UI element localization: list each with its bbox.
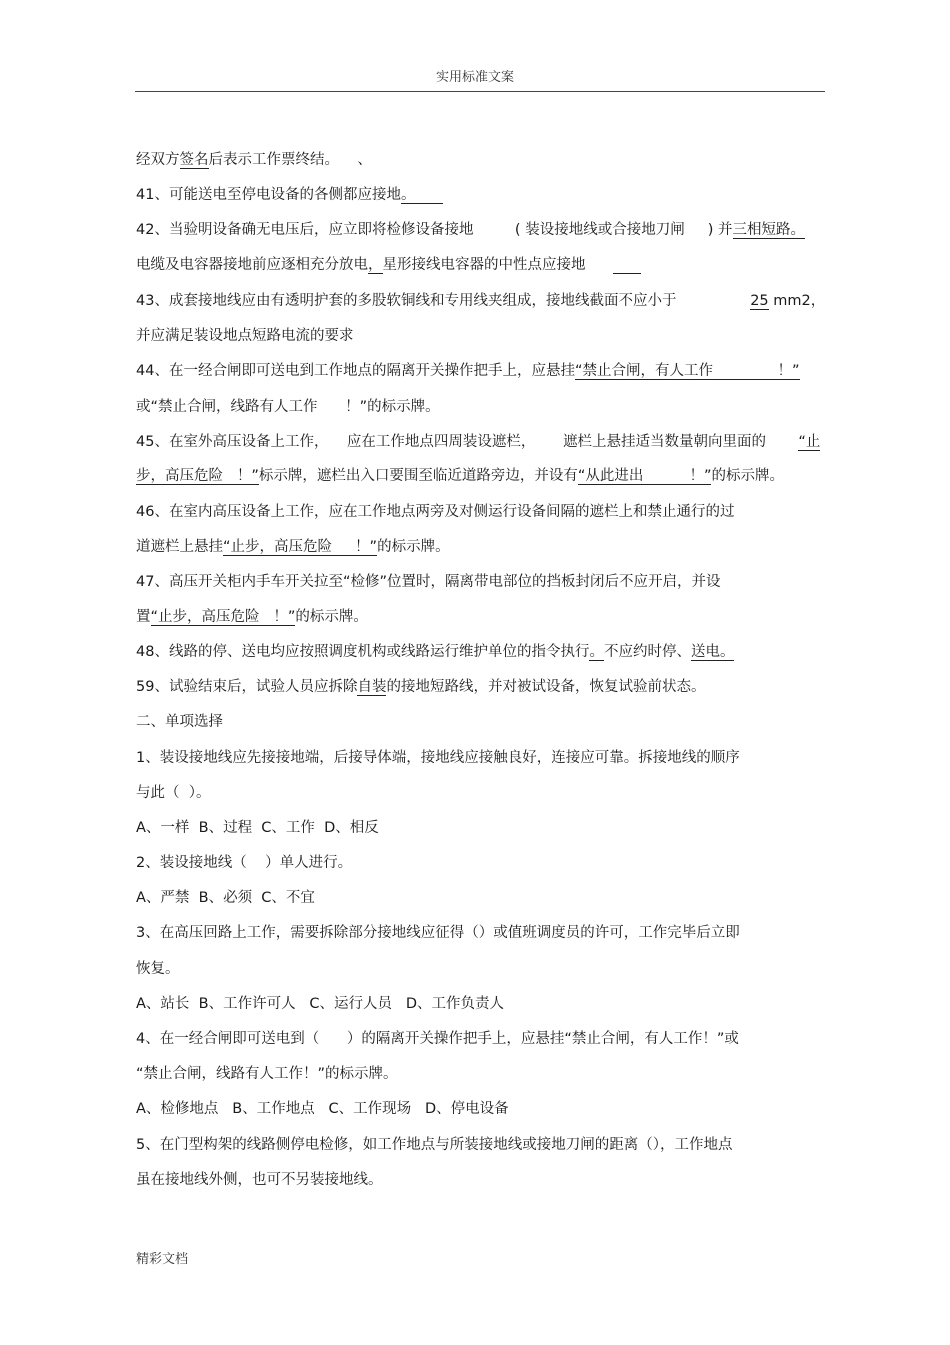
underlined-answer: “从此进出 ！” <box>577 468 712 484</box>
text-line <box>136 502 734 522</box>
text-segment: 的标示牌。 <box>711 468 784 484</box>
header-divider <box>135 91 825 92</box>
text-line <box>136 150 372 170</box>
text-line <box>136 220 805 240</box>
text-line <box>136 572 720 592</box>
underlined-answer <box>613 257 641 274</box>
underlined-answer: 送电。 <box>690 644 735 660</box>
text-line <box>136 466 784 486</box>
text-segment: 46、在室内高压设备上工作，应在工作地点两旁及对侧运行设备间隔的遮栏上和禁止通行的过 <box>136 504 735 520</box>
question-text <box>136 783 210 803</box>
text-line <box>136 432 820 452</box>
text-segment: 虽在接地线外侧，也可不另装接地线。 <box>136 1172 383 1188</box>
text-segment: A、严禁 B、必须 C、不宜 <box>136 890 315 906</box>
text-segment: mm2， <box>768 293 826 309</box>
text-segment: 置 <box>136 609 151 625</box>
underlined-answer: 三相短路。 <box>732 222 806 238</box>
text-segment: 41、可能送电至停电设备的各侧都应接地 <box>136 187 401 203</box>
text-segment: 47、高压开关柜内手车开关拉至“检修”位置时，隔离带电部位的挡板封闭后不应开启，并设 <box>136 574 721 590</box>
text-segment: 44、在一经合闸即可送电到工作地点的隔离开关操作把手上，应悬挂 <box>136 363 575 379</box>
underlined-answer: 25 <box>750 293 769 309</box>
text-segment: 或“禁止合闸，线路有人工作 ！”的标示牌。 <box>136 399 440 415</box>
text-segment: 星形接线电容器的中性点应接地 <box>382 257 614 273</box>
text-segment: A、一样 B、过程 C、工作 D、相反 <box>136 820 379 836</box>
text-line <box>136 607 368 627</box>
text-segment: A、检修地点 B、工作地点 C、工作现场 D、停电设备 <box>136 1101 509 1117</box>
text-segment: 后表示工作票终结。 、 <box>208 152 372 168</box>
text-segment: 5、在门型构架的线路侧停电检修，如工作地点与所装接地线或接地刀闸的距离（），工作地点 <box>136 1137 733 1153</box>
underlined-answer: “禁止合闸，有人工作 ！” <box>574 363 800 379</box>
underlined-answer: 。 <box>589 644 604 660</box>
answer-options <box>136 994 504 1014</box>
text-segment: 的标示牌。 <box>295 609 368 625</box>
text-segment: 48、线路的停、送电均应按照调度机构或线路运行维护单位的指令执行 <box>136 644 590 660</box>
question-text <box>136 1135 732 1155</box>
page-footer: 精彩文档 <box>136 1252 189 1267</box>
answer-options <box>136 888 315 908</box>
text-segment: 的接地短路线，并对被试设备，恢复试验前状态。 <box>386 679 706 695</box>
text-line <box>136 185 443 205</box>
text-line <box>136 361 800 381</box>
text-line <box>136 255 641 275</box>
text-segment: 3、在高压回路上工作，需要拆除部分接地线应征得（）或值班调度员的许可，工作完毕后立即 <box>136 925 740 941</box>
answer-options <box>136 818 379 838</box>
underlined-answer: ， <box>368 257 383 273</box>
text-segment: A、站长 B、工作许可人 C、运行人员 D、工作负责人 <box>136 996 505 1012</box>
text-segment: 1、装设接地线应先接接地端，后接导体端，接地线应接触良好，连接应可靠。拆接地线的顺序 <box>136 750 740 766</box>
underlined-answer: 。 <box>400 187 444 203</box>
underlined-answer: “止步，高压危险 ！” <box>223 539 378 555</box>
text-line <box>136 642 734 662</box>
question-text <box>136 748 740 768</box>
text-line <box>136 397 440 417</box>
text-segment: 45、在室外高压设备上工作， 应在工作地点四周装设遮栏， 遮栏上悬挂适当数量朝向里面的 <box>136 434 799 450</box>
text-segment: 2、装设接地线（ ）单人进行。 <box>136 855 353 871</box>
text-segment: 59、试验结束后，试验人员应拆除 <box>136 679 358 695</box>
page-header: 实用标准文案 <box>435 70 514 85</box>
text-segment: 道遮栏上悬挂 <box>136 539 223 555</box>
text-line <box>136 677 705 697</box>
text-segment: 并应满足装设地点短路电流的要求 <box>136 328 354 344</box>
text-segment: 与此（ ）。 <box>136 785 211 801</box>
underlined-answer: “止步，高压危险 ！” <box>150 609 296 625</box>
question-text <box>136 923 740 943</box>
text-segment: “禁止合闸，线路有人工作！”的标示牌。 <box>136 1066 398 1082</box>
question-text <box>136 1064 398 1084</box>
question-text <box>136 959 180 979</box>
text-line <box>136 537 450 557</box>
underlined-answer: “止 <box>798 434 821 450</box>
answer-options <box>136 1099 509 1119</box>
text-segment: 电缆及电容器接地前应逐相充分放电 <box>136 257 368 273</box>
text-segment: 不应约时停、 <box>603 644 691 660</box>
text-segment: 经双方 <box>136 152 180 168</box>
underlined-answer: 签名 <box>179 152 209 168</box>
question-text <box>136 1170 383 1190</box>
text-segment: 二、单项选择 <box>136 714 223 730</box>
underlined-answer: 自装 <box>357 679 387 695</box>
text-segment: 43、成套接地线应由有透明护套的多股软铜线和专用线夹组成，接地线截面不应小于 <box>136 293 751 309</box>
text-segment: 的标示牌。 <box>377 539 450 555</box>
text-segment: 恢复。 <box>136 961 180 977</box>
text-line <box>136 326 354 346</box>
text-line <box>136 291 825 311</box>
section-heading <box>136 712 223 732</box>
text-segment: 4、在一经合闸即可送电到（ ）的隔离开关操作把手上，应悬挂“禁止合闸，有人工作！”或 <box>136 1031 739 1047</box>
text-segment: 标示牌，遮栏出入口要围至临近道路旁边，并设有 <box>258 468 578 484</box>
text-segment: 42、当验明设备确无电压后，应立即将检修设备接地 ( 装设接地线或合接地刀闸 ) 并 <box>136 222 733 238</box>
underlined-answer: 步，高压危险 ！” <box>136 468 259 484</box>
question-text <box>136 1029 739 1049</box>
question-text <box>136 853 352 873</box>
